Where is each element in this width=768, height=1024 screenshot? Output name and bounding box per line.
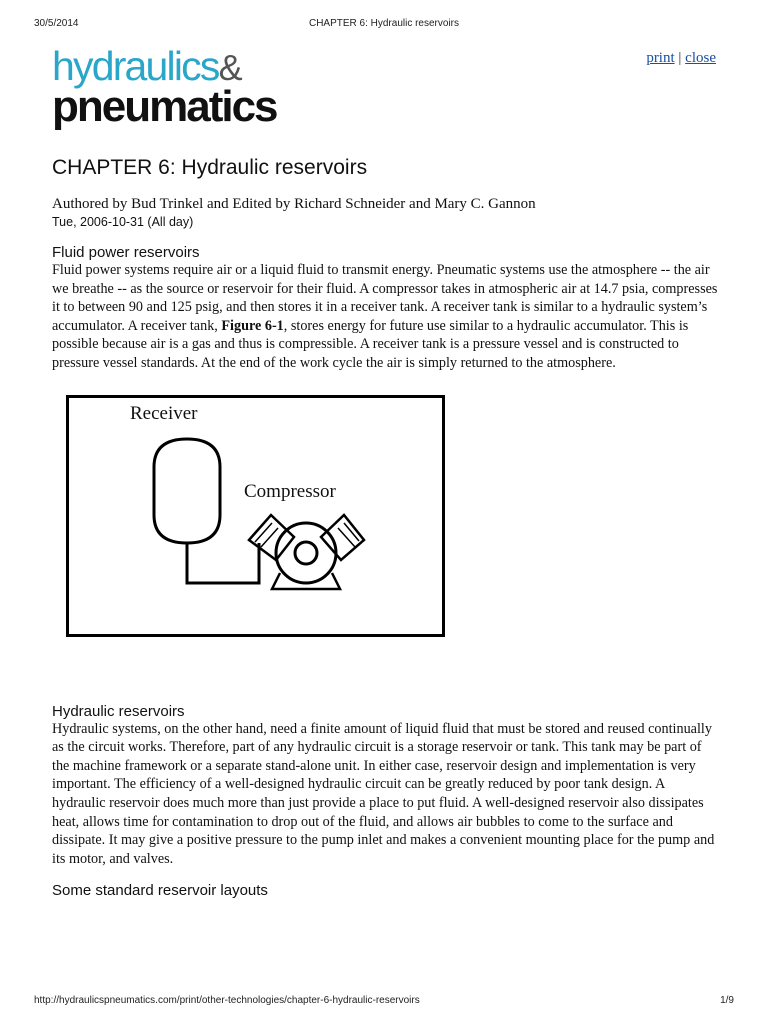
article: [52, 156, 718, 899]
print-date: 30/5/2014: [34, 18, 79, 29]
print-page-number: 1/9: [720, 995, 734, 1006]
figure-6-1: [66, 395, 445, 637]
actions-separator: |: [678, 50, 682, 66]
compressor-label: Compressor: [244, 480, 336, 502]
print-link[interactable]: print: [646, 50, 675, 66]
receiver-label: Receiver: [130, 402, 198, 424]
section-heading-standard-layouts: Some standard reservoir layouts: [52, 882, 268, 900]
section-paragraph-hydraulic-reservoirs: Hydraulic systems, on the other hand, need a finite amount of liquid fluid that must be stored and reused continually as the circuit works. Therefore, part of any hydraulic circuit is a storage reservoir or tank. This tank may be part of the machine framework or a separate stand-alone unit. In either case, reservoir design and implementation is very important. The efficiency of a well-designed hydraulic circuit can be greatly reduced by poor tank design. A hydraulic reservoir does much more than just provide a place to put fluid. A well-designed reservoir also dissipates heat, allows time for contamination to drop out of the fluid, and allows air bubbles to come to the surface and dissipate. It may give a positive pressure to the pump inlet and makes a convenient mounting place for the pump and its motor, and valves.: [52, 720, 715, 867]
print-url: http://hydraulicspneumatics.com/print/other-technologies/chapter-6-hydraulic-reservoirs: [34, 995, 420, 1006]
section-paragraph-fluid-power: Fluid power systems require air or a liquid fluid to transmit energy. Pneumatic systems use the atmosphere -- the air we breathe -- as the source or reservoir for their fluid. A compressor takes in atmospheric air at 14.7 psia, compresses it to between 90 and 125 psig, and then stores it in a receiver tank. A receiver tank is similar to a hydraulic system’s accumulator. A receiver tank, Figure 6-1, stores energy for future use similar to a hydraulic accumulator. This is possible because air is a gas and thus is compressible. A receiver tank is a pressure vessel and is constructed to pressure vessel standards. At the end of the work cycle the air is simply returned to the atmosphere.: [52, 262, 718, 371]
print-actions: [646, 50, 716, 67]
close-link[interactable]: close: [685, 50, 716, 66]
section-heading-fluid-power-reservoirs: Fluid power reservoirs: [52, 244, 200, 261]
article-byline: Authored by Bud Trinkel and Edited by Richard Schneider and Mary C. Gannon: [52, 196, 536, 212]
receiver-compressor-diagram: [66, 395, 445, 637]
site-logo[interactable]: [52, 43, 277, 131]
section-heading-hydraulic-reservoirs: Hydraulic reservoirs: [52, 702, 185, 720]
figure-reference: Figure 6-1: [221, 317, 284, 334]
logo-line-2: pneumatics: [52, 82, 277, 131]
article-title: CHAPTER 6: Hydraulic reservoirs: [52, 156, 368, 179]
logo-ampersand: &: [218, 47, 241, 88]
article-date: Tue, 2006-10-31 (All day): [52, 215, 194, 229]
print-page-title: CHAPTER 6: Hydraulic reservoirs: [308, 18, 460, 29]
logo-line-1: hydraulics&: [52, 43, 241, 89]
